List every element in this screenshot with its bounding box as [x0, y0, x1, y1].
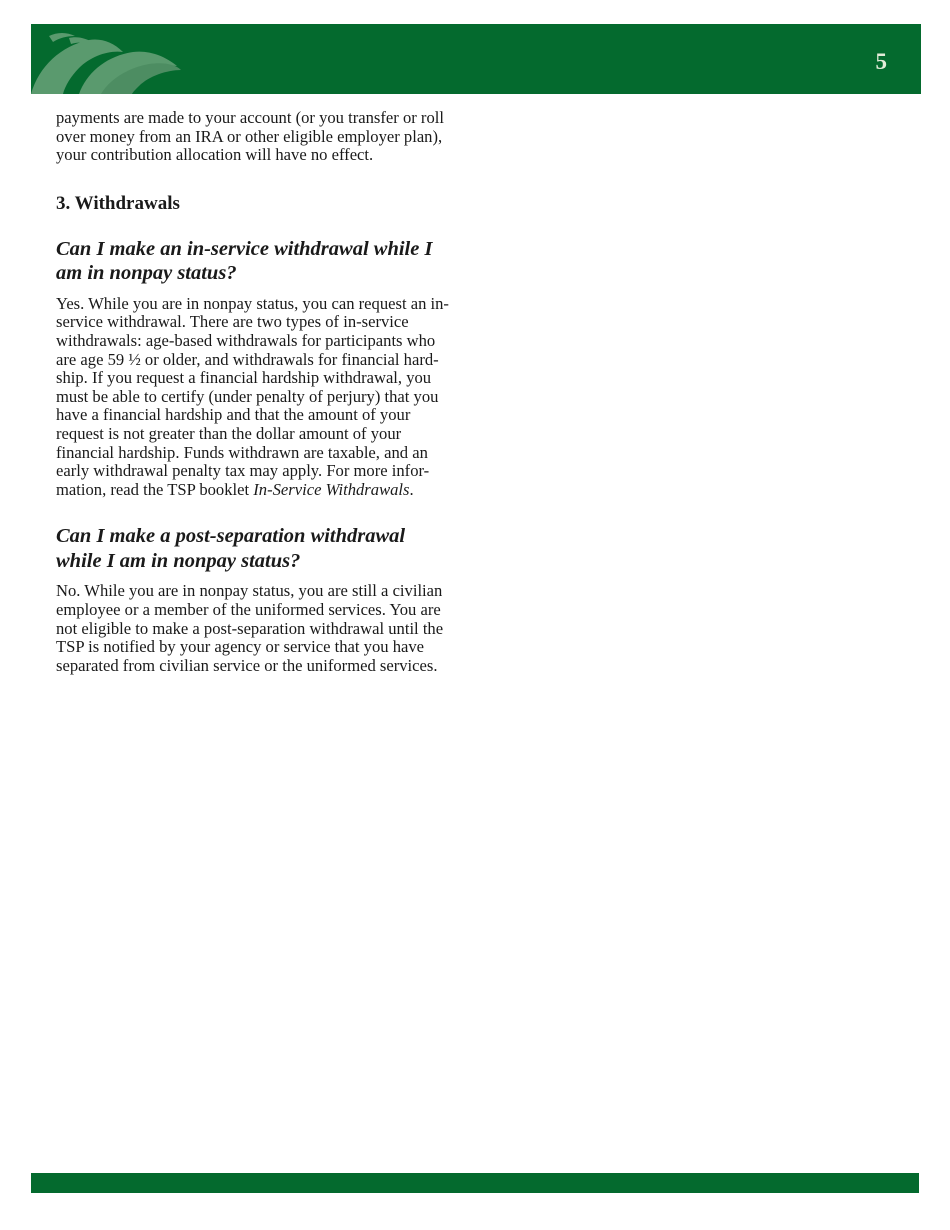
- answer-in-service-withdrawal: [56, 295, 451, 500]
- page-content: [56, 109, 451, 675]
- page-number: 5: [875, 49, 887, 74]
- question-in-service-withdrawal: Can I make an in-service withdrawal while I am in nonpay status?: [56, 237, 433, 285]
- header-band: [31, 24, 921, 94]
- answer-end: .: [409, 479, 414, 499]
- continued-paragraph: payments are made to your account (or you transfer or roll over money from an IRA or other eligible employer plan), your contribution allocation will have no effect.: [56, 108, 444, 165]
- footer-band: [31, 1173, 919, 1193]
- answer-post-separation-withdrawal: No. While you are in nonpay status, you are still a civilian employee or a member of the uniformed services. You are not eligible to make a post-separation withdrawal until the TSP is notified by your agency or service that you have separated from civilian service or the uniformed services.: [56, 581, 444, 675]
- question-post-separation-withdrawal: Can I make a post-separation withdrawal while I am in nonpay status?: [56, 525, 406, 572]
- section-heading: 3. Withdrawals: [56, 192, 180, 214]
- answer-text: Yes. While you are in nonpay status, you can request an in-service withdrawal. There are two types of in-service withdrawals: age-based withdrawals for participants who are age 59 ½ or older, and withdrawals for financial hard-ship. If you request a financial hardship withdrawal, you must be able to certify (under penalty of perjury) that you have a financial hardship and that the amount of your request is not greater than the dollar amount of your financial hardship. Funds withdrawn are taxable, and an early withdrawal penalty tax may apply. For more infor-mation, read the TSP booklet: [56, 293, 449, 499]
- booklet-title: In-Service Withdrawals: [253, 479, 410, 499]
- eagle-logo-icon: [31, 24, 191, 94]
